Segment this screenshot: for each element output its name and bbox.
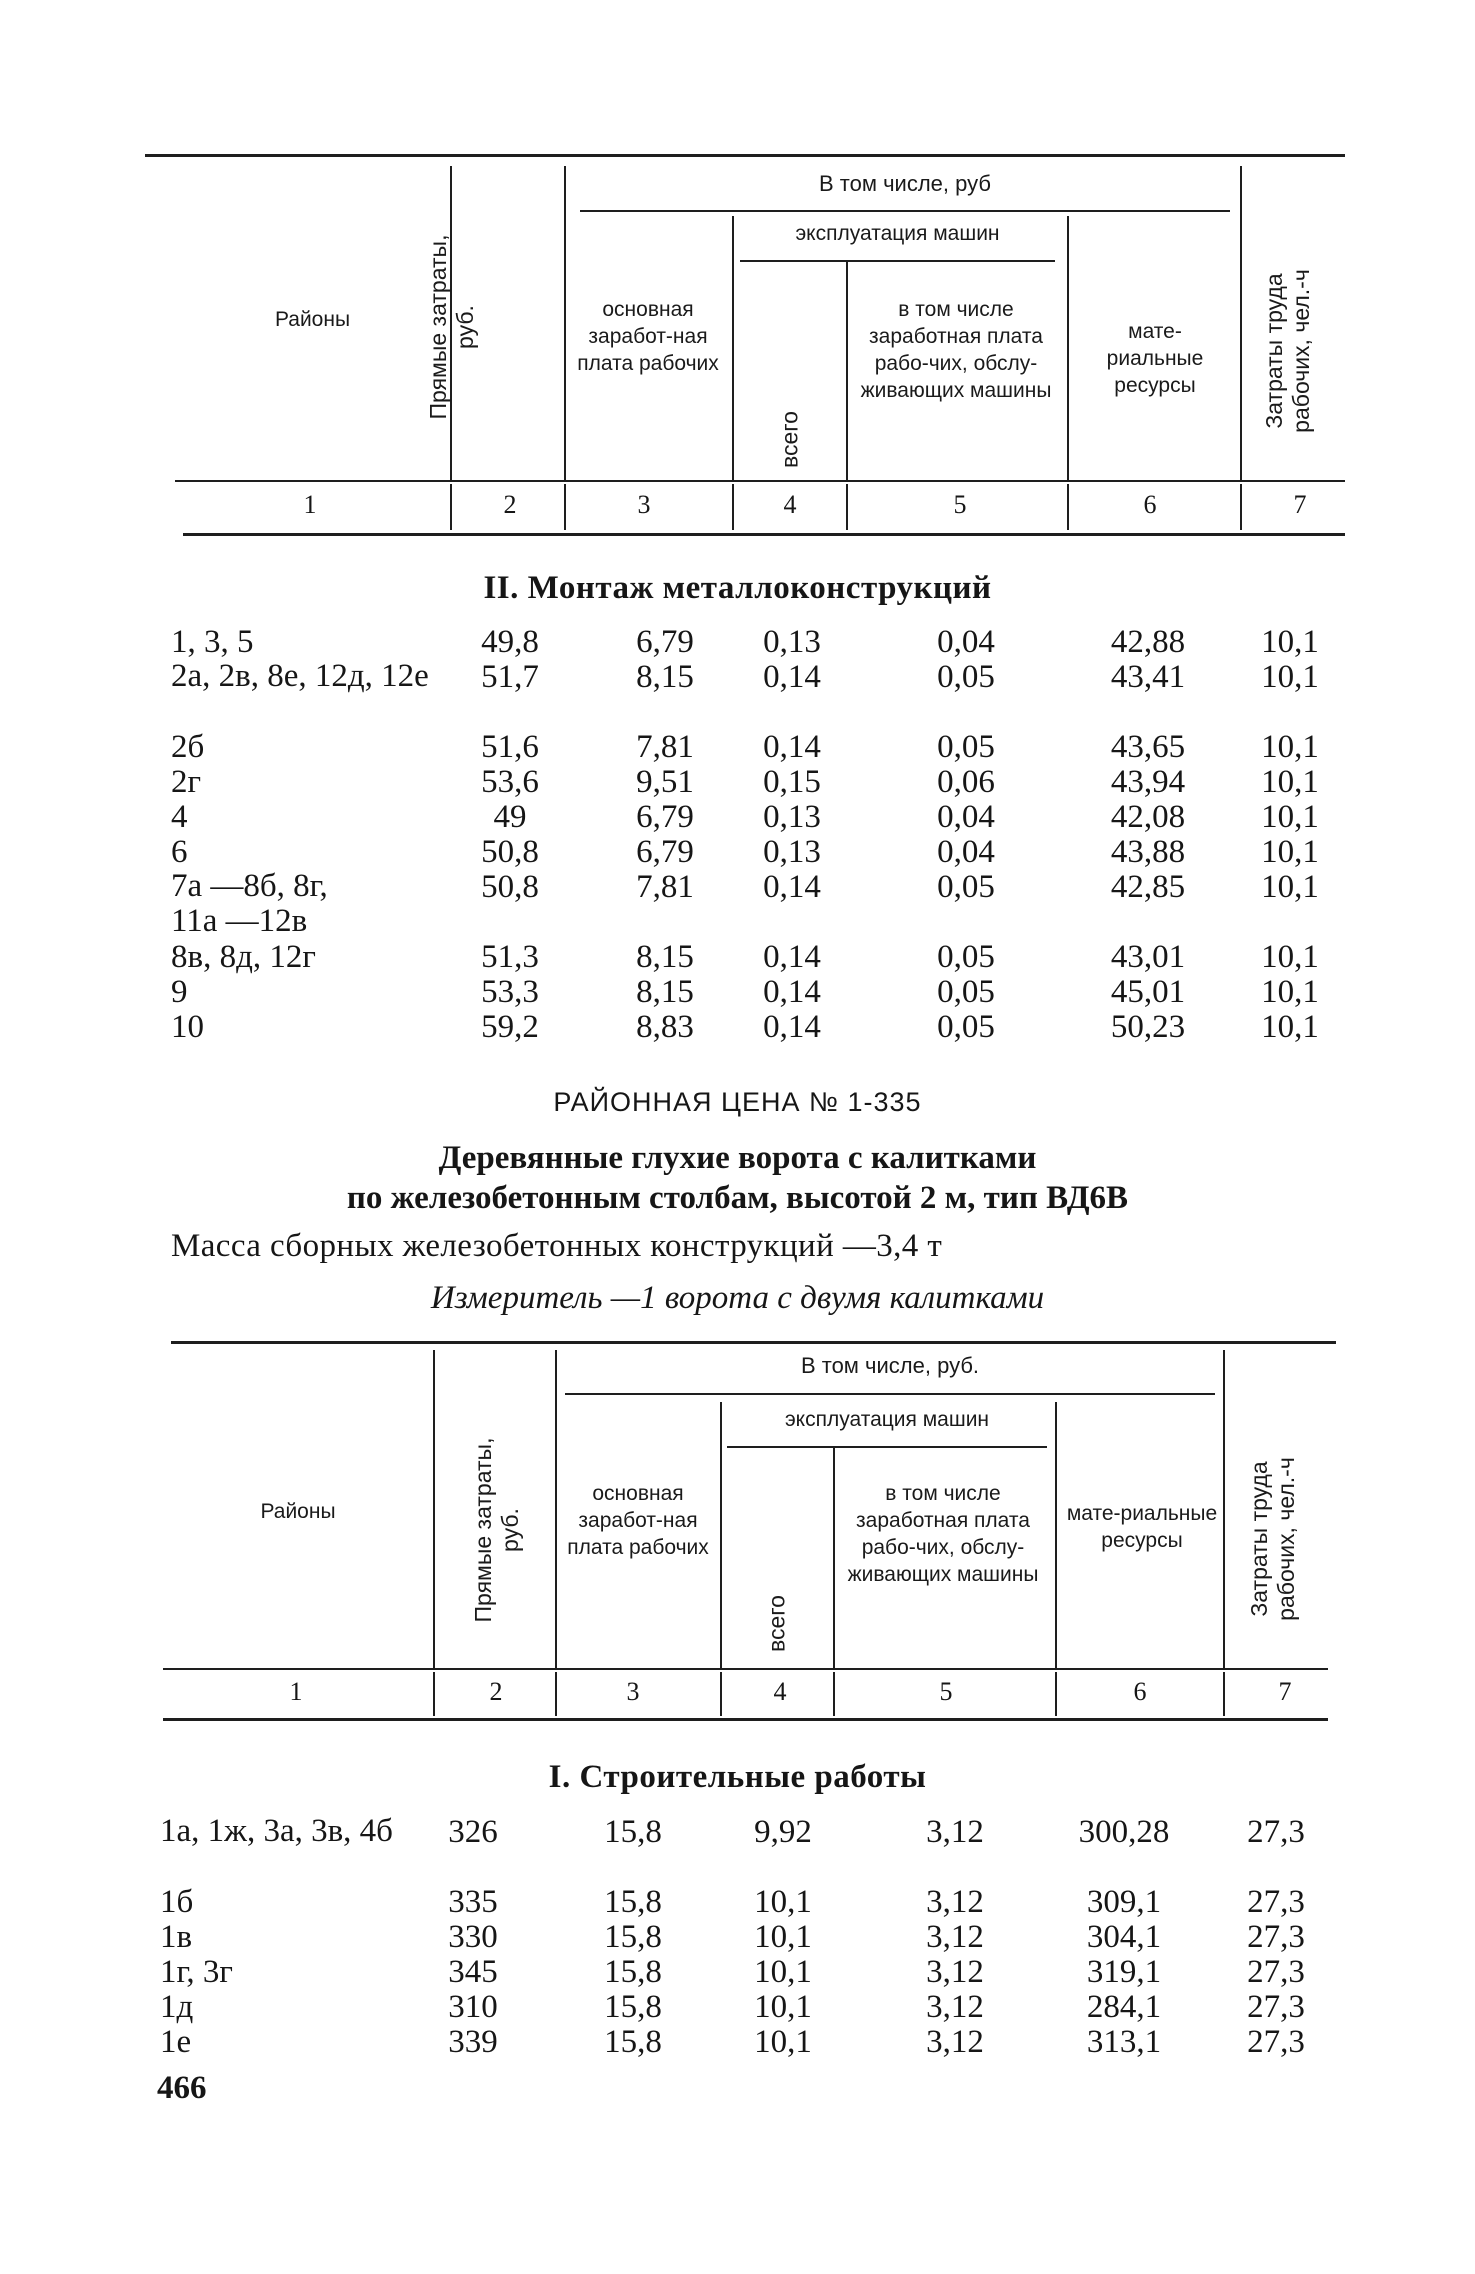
data-cell: 3,12 — [926, 1954, 984, 1990]
region-cell: 4 — [171, 799, 188, 835]
price-title-line1: Деревянные глухие ворота с калитками — [438, 1140, 1037, 1176]
data-cell: 3,12 — [926, 1884, 984, 1920]
table-row — [0, 624, 1475, 659]
data-cell: 27,3 — [1247, 1884, 1305, 1920]
region-cell: 6 — [171, 834, 188, 870]
data-cell: 0,14 — [763, 939, 821, 975]
data-cell: 10,1 — [754, 1884, 812, 1920]
data-cell: 10,1 — [1261, 1009, 1319, 1045]
data-cell: 43,41 — [1110, 659, 1186, 695]
data-cell: 0,14 — [763, 729, 821, 765]
data-cell: 310 — [448, 1989, 498, 2025]
col-number: 4 — [783, 490, 797, 519]
table-row — [0, 869, 1475, 939]
header-total: всего — [776, 411, 803, 468]
data-cell: 3,12 — [926, 1919, 984, 1955]
data-cell: 49 — [493, 799, 527, 835]
data-cell: 53,6 — [481, 764, 539, 800]
data-cell: 0,05 — [937, 869, 995, 905]
table-row — [0, 1989, 1475, 2024]
data-cell: 345 — [448, 1954, 498, 1990]
mass-line: Масса сборных железобетонных конструкций —3,4 т — [171, 1228, 943, 1264]
data-cell: 330 — [448, 1919, 498, 1955]
data-cell: 45,01 — [1110, 974, 1186, 1010]
col-number: 1 — [289, 1677, 303, 1706]
table-row — [0, 1884, 1475, 1919]
data-cell: 8,15 — [636, 659, 694, 695]
table-row — [0, 1919, 1475, 1954]
data-cell: 326 — [448, 1814, 498, 1850]
data-cell: 0,15 — [763, 764, 821, 800]
data-cell: 50,8 — [481, 869, 539, 905]
data-cell: 8,15 — [636, 939, 694, 975]
data-cell: 335 — [448, 1884, 498, 1920]
unit-line: Измеритель —1 ворота с двумя калитками — [430, 1280, 1045, 1316]
table-row — [0, 799, 1475, 834]
table-row — [0, 1814, 1475, 1884]
data-cell: 42,08 — [1110, 799, 1186, 835]
col-number: 2 — [503, 490, 517, 519]
col-number: 6 — [1143, 490, 1157, 519]
table-row — [0, 764, 1475, 799]
col-number: 4 — [773, 1677, 787, 1706]
table-row — [0, 974, 1475, 1009]
data-cell: 0,04 — [937, 799, 995, 835]
region-cell: 1в — [160, 1919, 193, 1955]
data-cell: 0,14 — [763, 869, 821, 905]
data-cell: 53,3 — [481, 974, 539, 1010]
header-including: В том числе, руб — [819, 171, 991, 196]
data-cell: 10,1 — [754, 2024, 812, 2060]
data-cell: 3,12 — [926, 2024, 984, 2060]
data-cell: 8,15 — [636, 974, 694, 1010]
data-cell: 27,3 — [1247, 1989, 1305, 2025]
data-cell: 15,8 — [604, 1919, 662, 1955]
region-cell: 1е — [160, 2024, 192, 2060]
section-title: II. Монтаж металлоконструкций — [483, 570, 992, 606]
data-cell: 50,23 — [1110, 1009, 1186, 1045]
header-total: всего — [763, 1595, 790, 1652]
data-cell: 15,8 — [604, 2024, 662, 2060]
data-cell: 42,85 — [1110, 869, 1186, 905]
header-direct-costs: Прямые затраты, руб. — [470, 1437, 523, 1623]
data-table-2 — [0, 1814, 1475, 2059]
region-cell: 8в, 8д, 12г — [171, 939, 316, 975]
header-materials: мате-риальные ресурсы — [1066, 1502, 1218, 1552]
data-cell: 0,13 — [763, 799, 821, 835]
data-cell: 339 — [448, 2024, 498, 2060]
data-cell: 0,14 — [763, 659, 821, 695]
data-cell: 51,6 — [481, 729, 539, 765]
data-cell: 51,7 — [481, 659, 539, 695]
price-code: РАЙОННАЯ ЦЕНА № 1-335 — [553, 1087, 922, 1117]
col-number: 7 — [1293, 490, 1307, 519]
table-row — [0, 834, 1475, 869]
data-cell: 10,1 — [1261, 624, 1319, 660]
data-cell: 10,1 — [1261, 729, 1319, 765]
data-cell: 15,8 — [604, 1989, 662, 2025]
region-cell: 2б — [171, 729, 205, 765]
header-direct-costs: Прямые затраты, руб. — [425, 234, 478, 420]
data-cell: 10,1 — [1261, 834, 1319, 870]
data-cell: 0,05 — [937, 659, 995, 695]
region-cell: 1д — [160, 1989, 194, 2025]
table-row — [0, 1009, 1475, 1044]
data-cell: 9,51 — [636, 764, 694, 800]
data-cell: 7,81 — [636, 869, 694, 905]
region-cell: 10 — [171, 1009, 204, 1045]
data-cell: 300,28 — [1078, 1814, 1170, 1850]
data-cell: 43,88 — [1110, 834, 1186, 870]
col-number: 6 — [1133, 1677, 1147, 1706]
data-cell: 6,79 — [636, 624, 694, 660]
col-number: 1 — [303, 490, 317, 519]
header-rayony: Районы — [274, 308, 351, 331]
data-cell: 10,1 — [1261, 974, 1319, 1010]
data-cell: 43,01 — [1110, 939, 1186, 975]
region-cell: 1г, 3г — [160, 1954, 233, 1990]
data-cell: 313,1 — [1086, 2024, 1162, 2060]
data-cell: 3,12 — [926, 1814, 984, 1850]
data-cell: 0,05 — [937, 729, 995, 765]
data-cell: 3,12 — [926, 1989, 984, 2025]
col-number: 2 — [489, 1677, 503, 1706]
table-row — [0, 2024, 1475, 2059]
data-cell: 10,1 — [1261, 764, 1319, 800]
header-machine-ops: эксплуатация машин — [784, 1408, 990, 1431]
header-base-wage: основная заработ-ная плата рабочих — [577, 298, 719, 375]
data-cell: 6,79 — [636, 834, 694, 870]
table-row — [0, 729, 1475, 764]
data-cell: 51,3 — [481, 939, 539, 975]
data-cell: 9,92 — [754, 1814, 812, 1850]
data-cell: 15,8 — [604, 1954, 662, 1990]
data-cell: 43,65 — [1110, 729, 1186, 765]
data-cell: 0,04 — [937, 834, 995, 870]
table-row — [0, 939, 1475, 974]
data-cell: 0,05 — [937, 939, 995, 975]
table-row — [0, 659, 1475, 729]
col-number: 5 — [939, 1677, 953, 1706]
data-cell: 50,8 — [481, 834, 539, 870]
data-cell: 0,04 — [937, 624, 995, 660]
data-cell: 7,81 — [636, 729, 694, 765]
price-title-line2: по железобетонным столбам, высотой 2 м, тип ВД6В — [346, 1180, 1129, 1216]
data-cell: 10,1 — [1261, 939, 1319, 975]
region-cell: 1а, 1ж, 3а, 3в, 4б — [160, 1813, 393, 1849]
data-cell: 0,13 — [763, 834, 821, 870]
header-rayony: Районы — [260, 1500, 336, 1523]
data-cell: 15,8 — [604, 1884, 662, 1920]
data-cell: 284,1 — [1086, 1989, 1162, 2025]
data-cell: 27,3 — [1247, 2024, 1305, 2060]
data-cell: 309,1 — [1086, 1884, 1162, 1920]
data-cell: 27,3 — [1247, 1919, 1305, 1955]
data-cell: 15,8 — [604, 1814, 662, 1850]
col-number: 5 — [953, 490, 967, 519]
header-labor: Затраты труда рабочих, чел.-ч — [1261, 269, 1314, 433]
region-cell: 2г — [171, 764, 202, 800]
data-cell: 10,1 — [1261, 659, 1319, 695]
header-machine-wage: в том числе заработная плата рабо-чих, обслу-живающих машины — [847, 1482, 1039, 1586]
table-row — [0, 1954, 1475, 1989]
region-cell: 1, 3, 5 — [171, 624, 254, 660]
data-cell: 10,1 — [754, 1989, 812, 2025]
data-cell: 0,06 — [937, 764, 995, 800]
header-machine-ops: эксплуатация машин — [795, 222, 1000, 245]
col-number: 7 — [1278, 1677, 1292, 1706]
header-including: В том числе, руб. — [800, 1353, 980, 1378]
data-cell: 6,79 — [636, 799, 694, 835]
data-cell: 10,1 — [754, 1954, 812, 1990]
data-cell: 49,8 — [481, 624, 539, 660]
region-cell: 9 — [171, 974, 188, 1010]
region-cell: 1б — [160, 1884, 194, 1920]
region-cell: 2а, 2в, 8е, 12д, 12е — [171, 658, 429, 694]
data-cell: 42,88 — [1110, 624, 1186, 660]
header-materials: мате-риальные ресурсы — [1106, 320, 1204, 397]
section-title: I. Строительные работы — [548, 1759, 927, 1795]
data-cell: 0,14 — [763, 974, 821, 1010]
data-cell: 10,1 — [754, 1919, 812, 1955]
data-cell: 59,2 — [481, 1009, 539, 1045]
data-cell: 27,3 — [1247, 1814, 1305, 1850]
data-cell: 8,83 — [636, 1009, 694, 1045]
header-labor: Затраты труда рабочих, чел.-ч — [1246, 1457, 1299, 1621]
col-number: 3 — [626, 1677, 640, 1706]
data-cell: 0,14 — [763, 1009, 821, 1045]
data-cell: 0,13 — [763, 624, 821, 660]
data-table-1 — [0, 624, 1475, 1044]
header-machine-wage: в том числе заработная плата рабо-чих, обслу-живающих машины — [860, 298, 1052, 402]
data-cell: 43,94 — [1110, 764, 1186, 800]
data-cell: 27,3 — [1247, 1954, 1305, 1990]
region-cell: 7а —8б, 8г, 11а —12в — [171, 868, 328, 939]
col-number: 3 — [637, 490, 651, 519]
data-cell: 10,1 — [1261, 799, 1319, 835]
data-cell: 0,05 — [937, 974, 995, 1010]
data-cell: 319,1 — [1086, 1954, 1162, 1990]
data-cell: 0,05 — [937, 1009, 995, 1045]
data-cell: 10,1 — [1261, 869, 1319, 905]
header-base-wage: основная заработ-ная плата рабочих — [567, 1482, 709, 1559]
data-cell: 304,1 — [1086, 1919, 1162, 1955]
page-number: 466 — [157, 2070, 207, 2106]
